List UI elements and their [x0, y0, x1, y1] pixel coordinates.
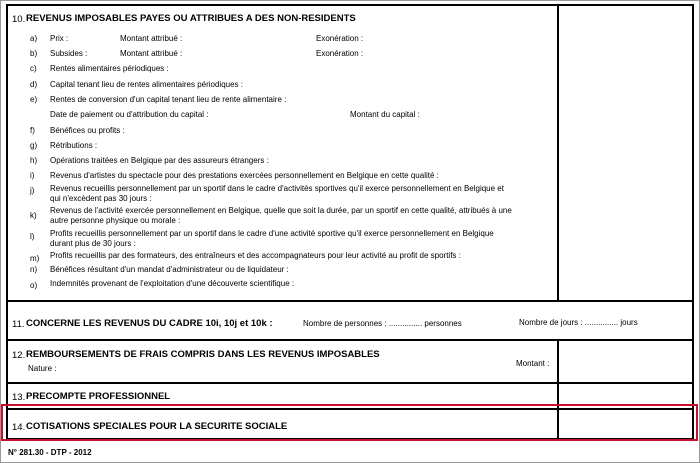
item-letter: m) — [30, 254, 40, 263]
days-count-label: Nombre de jours : ............... jours — [519, 318, 638, 327]
item-text: Profits recueillis personnellement par un sportif dans le cadre d'une activité sportive qu'il exerce personnellement en Belgique — [50, 229, 494, 238]
item-letter: g) — [30, 141, 38, 150]
section-number: 13. — [12, 392, 26, 403]
item-text: Revenus recueillis personnellement par un sportif dans le cadre d'activités sportives qu'il exerce personnellement en Belgique et — [50, 184, 504, 193]
form-table — [6, 4, 694, 440]
item-text: Revenus de l'activité exercée personnellement en Belgique, quelle que soit la durée, par un sportif en cette qualité, attribués à une — [50, 206, 512, 215]
amount-label: Montant attribué : — [120, 34, 183, 43]
item-letter: b) — [30, 49, 38, 58]
section-title: CONCERNE LES REVENUS DU CADRE 10i, 10j et 10k : — [26, 318, 273, 329]
section-12 — [8, 341, 692, 382]
nature-label: Nature : — [28, 364, 57, 373]
item-text: Profits recueillis par des formateurs, des entraîneurs et des accompagnateurs pour leur activité au profit de sportifs : — [50, 251, 461, 260]
item-text: durant plus de 30 jours : — [50, 239, 136, 248]
item-letter: j) — [30, 186, 35, 195]
section-11 — [8, 302, 692, 339]
item-text: Date de paiement ou d'attribution du capital : — [50, 110, 209, 119]
highlight-box — [1, 404, 698, 441]
section-title: REMBOURSEMENTS DE FRAIS COMPRIS DANS LES REVENUS IMPOSABLES — [26, 349, 380, 360]
item-letter: o) — [30, 281, 38, 290]
exemption-label: Exonération : — [316, 49, 364, 58]
section-number: 11. — [12, 319, 25, 330]
exemption-label: Exonération : — [316, 34, 364, 43]
item-letter: d) — [30, 80, 38, 89]
item-text: Opérations traitées en Belgique par des assureurs étrangers : — [50, 156, 269, 165]
section-number: 14. — [12, 422, 26, 433]
persons-count-label: Nombre de personnes : ............... personnes — [303, 319, 462, 328]
section-10 — [8, 6, 692, 300]
capital-amount-label: Montant du capital : — [350, 110, 420, 119]
amount-label: Montant attribué : — [120, 49, 183, 58]
item-text: Indemnités provenant de l'exploitation d'une découverte scientifique : — [50, 279, 295, 288]
item-text: Prix : — [50, 34, 69, 43]
amount-label: Montant : — [516, 359, 550, 368]
section-title: PRECOMPTE PROFESSIONNEL — [26, 391, 171, 402]
item-text: Rentes alimentaires périodiques : — [50, 64, 169, 73]
form-reference: N° 281.30 - DTP - 2012 — [8, 448, 92, 457]
item-letter: a) — [30, 34, 38, 43]
item-text: qui n'excèdent pas 30 jours : — [50, 194, 152, 203]
section-number: 10. — [12, 14, 26, 25]
item-text: Rentes de conversion d'un capital tenant lieu de rente alimentaire : — [50, 95, 287, 104]
item-letter: h) — [30, 156, 38, 165]
item-text: Subsides : — [50, 49, 88, 58]
item-letter: k) — [30, 211, 37, 220]
item-text: Capital tenant lieu de rentes alimentaires périodiques : — [50, 80, 244, 89]
item-letter: e) — [30, 95, 38, 104]
item-letter: f) — [30, 126, 35, 135]
item-letter: c) — [30, 64, 37, 73]
item-text: Bénéfices ou profits : — [50, 126, 125, 135]
item-text: Rétributions : — [50, 141, 98, 150]
item-letter: i) — [30, 171, 35, 180]
item-letter: n) — [30, 265, 38, 274]
item-text: autre personne physique ou morale : — [50, 216, 181, 225]
section-number: 12. — [12, 350, 26, 361]
item-text: Bénéfices résultant d'un mandat d'administrateur ou de liquidateur : — [50, 265, 289, 274]
item-text: Revenus d'artistes du spectacle pour des prestations exercées personnellement en Belgique en cette qualité : — [50, 171, 439, 180]
section-title: REVENUS IMPOSABLES PAYES OU ATTRIBUES A DES NON-RESIDENTS — [26, 13, 356, 24]
section-title: COTISATIONS SPECIALES POUR LA SECURITE SOCIALE — [26, 421, 288, 432]
item-letter: l) — [30, 232, 35, 241]
